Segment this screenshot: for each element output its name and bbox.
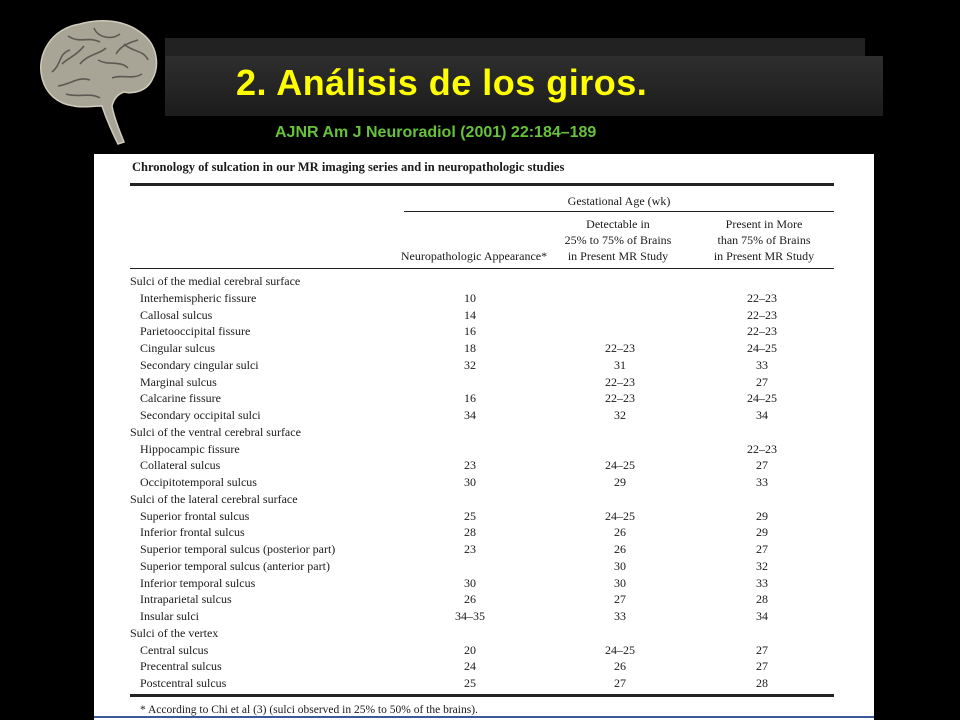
table-row bbox=[130, 508, 834, 525]
present-value: 24–25 bbox=[747, 341, 777, 355]
sulcus-name: Parietooccipital fissure bbox=[140, 324, 251, 339]
table-footnote: * According to Chi et al (3) (sulci observed in 25% to 50% of the brains). bbox=[140, 704, 478, 716]
neuropathologic-value: 14 bbox=[464, 307, 476, 322]
neuropathologic-value: 20 bbox=[464, 642, 476, 657]
neuropathologic-value: 23 bbox=[464, 458, 476, 473]
present-value: 22–23 bbox=[747, 290, 777, 305]
table-row bbox=[130, 575, 834, 592]
neuropathologic-value: 23 bbox=[464, 542, 476, 556]
detectable-value: 24–25 bbox=[605, 508, 635, 523]
sulcus-name: Callosal sulcus bbox=[140, 307, 213, 322]
detectable-value: 32 bbox=[614, 408, 626, 422]
section-label: Sulci of the ventral cerebral surface bbox=[130, 424, 301, 439]
neuropathologic-value: 28 bbox=[464, 525, 476, 540]
column-header-line: Present in More bbox=[725, 217, 803, 231]
table-row bbox=[130, 407, 834, 424]
sulcus-name: Secondary cingular sulci bbox=[140, 357, 259, 372]
column-header-line: in Present MR Study bbox=[713, 249, 815, 263]
brain-illustration bbox=[28, 14, 168, 146]
group-header: Gestational Age (wk) bbox=[567, 194, 671, 208]
column-header-line: Detectable in bbox=[586, 217, 650, 231]
table-caption: Chronology of sulcation in our MR imaging series and in neuropathologic studies bbox=[132, 160, 565, 174]
present-value: 29 bbox=[756, 525, 768, 540]
column-header-line: in Present MR Study bbox=[567, 249, 669, 263]
neuropathologic-value: 32 bbox=[464, 357, 476, 372]
detectable-value: 22–23 bbox=[605, 341, 635, 355]
table-row bbox=[130, 307, 834, 324]
neuropathologic-value: 16 bbox=[464, 391, 476, 406]
neuropathologic-value: 16 bbox=[464, 324, 476, 339]
table-row bbox=[130, 290, 834, 307]
top-rule bbox=[130, 183, 834, 186]
slide-title: 2. Análisis de los giros. bbox=[236, 62, 648, 103]
present-value: 22–23 bbox=[747, 441, 777, 456]
table-row bbox=[130, 558, 834, 575]
present-value: 27 bbox=[756, 642, 768, 657]
detectable-value: 26 bbox=[614, 542, 626, 556]
sulcus-name: Central sulcus bbox=[140, 642, 209, 657]
column-header-line: Neuropathologic Appearance* bbox=[400, 249, 548, 263]
table-row bbox=[130, 357, 834, 374]
table-row bbox=[130, 541, 834, 558]
present-value: 27 bbox=[756, 542, 768, 556]
neuropathologic-value: 18 bbox=[464, 341, 476, 355]
present-value: 29 bbox=[756, 508, 768, 523]
detectable-value: 24–25 bbox=[605, 458, 635, 473]
sulcus-name: Cingular sulcus bbox=[140, 341, 215, 355]
detectable-value: 33 bbox=[614, 609, 626, 623]
table-row bbox=[130, 675, 834, 692]
table-row bbox=[130, 642, 834, 659]
present-value: 33 bbox=[756, 575, 768, 590]
neuropathologic-value: 25 bbox=[464, 676, 476, 690]
column-header-neuropathologic bbox=[394, 248, 554, 264]
present-value: 28 bbox=[756, 676, 768, 690]
column-header-line: than 75% of Brains bbox=[717, 233, 811, 247]
table-row bbox=[130, 441, 834, 458]
sulcus-name: Intraparietal sulcus bbox=[140, 592, 232, 607]
section-row bbox=[130, 491, 834, 508]
detectable-value: 27 bbox=[614, 592, 626, 607]
bottom-border bbox=[94, 716, 874, 718]
detectable-value: 27 bbox=[614, 676, 626, 690]
neuropathologic-value: 34–35 bbox=[455, 609, 485, 623]
detectable-value: 24–25 bbox=[605, 642, 635, 657]
present-value: 28 bbox=[756, 592, 768, 607]
present-value: 22–23 bbox=[747, 307, 777, 322]
neuropathologic-value: 34 bbox=[464, 408, 476, 422]
neuropathologic-value: 24 bbox=[464, 659, 476, 674]
detectable-value: 26 bbox=[614, 659, 626, 674]
header-rule bbox=[130, 268, 834, 269]
detectable-value: 22–23 bbox=[605, 374, 635, 389]
sulcus-name: Hippocampic fissure bbox=[140, 441, 240, 456]
detectable-value: 30 bbox=[614, 558, 626, 573]
table-row bbox=[130, 340, 834, 357]
sulcus-name: Insular sulci bbox=[140, 609, 199, 623]
detectable-value: 29 bbox=[614, 475, 626, 489]
table-row bbox=[130, 524, 834, 541]
sulcus-name: Precentral sulcus bbox=[140, 659, 222, 674]
neuropathologic-value: 30 bbox=[464, 475, 476, 489]
present-value: 34 bbox=[756, 408, 768, 422]
sulcus-name: Occipitotemporal sulcus bbox=[140, 475, 257, 489]
table-row bbox=[130, 390, 834, 407]
present-value: 33 bbox=[756, 357, 768, 372]
table-row bbox=[130, 658, 834, 675]
present-value: 34 bbox=[756, 609, 768, 623]
section-row bbox=[130, 424, 834, 441]
section-label: Sulci of the lateral cerebral surface bbox=[130, 491, 298, 506]
sulcus-name: Inferior temporal sulcus bbox=[140, 575, 256, 590]
table-body bbox=[130, 273, 834, 692]
present-value: 27 bbox=[756, 374, 768, 389]
column-header-line: 25% to 75% of Brains bbox=[564, 233, 672, 247]
sulcus-name: Superior temporal sulcus (anterior part) bbox=[140, 558, 330, 573]
sulcus-name: Collateral sulcus bbox=[140, 458, 221, 473]
group-rule bbox=[404, 211, 834, 212]
section-label: Sulci of the medial cerebral surface bbox=[130, 274, 301, 288]
neuropathologic-value: 26 bbox=[464, 592, 476, 607]
section-row bbox=[130, 273, 834, 290]
present-value: 24–25 bbox=[747, 391, 777, 406]
detectable-value: 22–23 bbox=[605, 391, 635, 406]
present-value: 32 bbox=[756, 558, 768, 573]
sulcus-name: Superior temporal sulcus (posterior part) bbox=[140, 542, 336, 556]
sulcus-name: Inferior frontal sulcus bbox=[140, 525, 245, 540]
table-figure bbox=[94, 154, 874, 720]
sulcus-name: Marginal sulcus bbox=[140, 374, 217, 389]
neuropathologic-value: 30 bbox=[464, 575, 476, 590]
section-label: Sulci of the vertex bbox=[130, 625, 219, 640]
column-header-present bbox=[694, 216, 834, 264]
sulcus-name: Superior frontal sulcus bbox=[140, 508, 250, 523]
sulcus-name: Postcentral sulcus bbox=[140, 676, 227, 690]
detectable-value: 31 bbox=[614, 357, 626, 372]
table-row bbox=[130, 374, 834, 391]
table-row bbox=[130, 474, 834, 491]
present-value: 27 bbox=[756, 458, 768, 473]
detectable-value: 26 bbox=[614, 525, 626, 540]
column-header-detectable bbox=[556, 216, 680, 264]
sulcus-name: Secondary occipital sulci bbox=[140, 408, 261, 422]
neuropathologic-value: 10 bbox=[464, 290, 476, 305]
sulcus-name: Interhemispheric fissure bbox=[140, 290, 257, 305]
table-row bbox=[130, 457, 834, 474]
bottom-rule bbox=[130, 694, 834, 697]
table-row bbox=[130, 608, 834, 625]
table-row bbox=[130, 591, 834, 608]
table-row bbox=[130, 323, 834, 340]
section-row bbox=[130, 625, 834, 642]
detectable-value: 30 bbox=[614, 575, 626, 590]
present-value: 22–23 bbox=[747, 324, 777, 339]
citation: AJNR Am J Neuroradiol (2001) 22:184–189 bbox=[275, 124, 597, 141]
neuropathologic-value: 25 bbox=[464, 508, 476, 523]
present-value: 27 bbox=[756, 659, 768, 674]
present-value: 33 bbox=[756, 475, 768, 489]
sulcus-name: Calcarine fissure bbox=[140, 391, 221, 406]
